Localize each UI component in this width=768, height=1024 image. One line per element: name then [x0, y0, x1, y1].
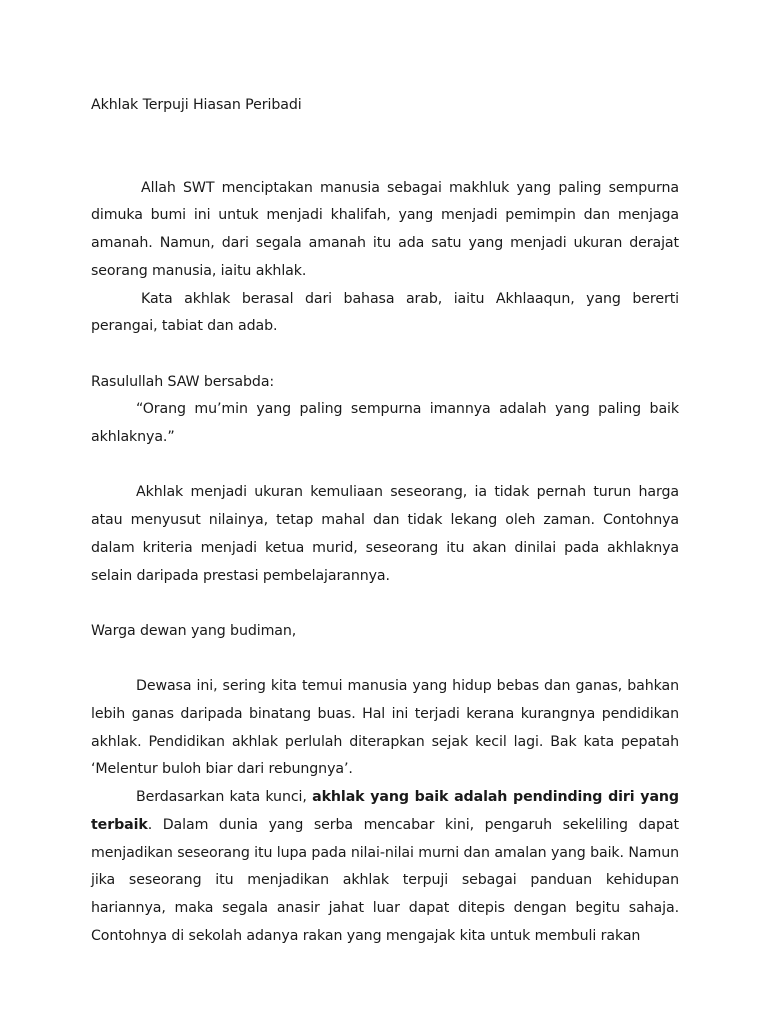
keyword-bold: akhlak yang baik adalah pendinding diri yang terbaik	[91, 789, 679, 833]
keyword-lead: Berdasarkan kata kunci,	[136, 789, 313, 806]
keyword-rest: . Dalam dunia yang serba mencabar kini, pengaruh sekeliling dapat menjadikan seseorang itu lupa pada nilai-nilai murni dan amalan yang baik. Namun jika seseorang itu menjadikan akhlak terpuji sebagai panduan kehidupan hariannya, maka segala anasir jahat luar dapat ditepis dengan begitu sahaja. Contohnya di sekolah adanya rakan yang mengajak kita untuk membuli rakan	[91, 816, 679, 944]
paragraph-hadith-intro: Rasulullah SAW bersabda:	[91, 373, 275, 390]
paragraph-greeting: Warga dewan yang budiman,	[91, 622, 297, 639]
paragraph-hadith-quote: “Orang mu’min yang paling sempurna imannya adalah yang paling baik akhlaknya.”	[91, 401, 679, 446]
paragraph-intro: Allah SWT menciptakan manusia sebagai makhluk yang paling sempurna dimuka bumi ini untuk menjadi khalifah, yang menjadi pemimpin dan menjaga amanah. Namun, dari segala amanah itu ada satu yang menjadi ukuran derajat seorang manusia, iaitu akhlak.	[91, 179, 679, 279]
document-body	[91, 92, 679, 950]
document-title: Akhlak Terpuji Hiasan Peribadi	[91, 97, 302, 113]
paragraph-today: Dewasa ini, sering kita temui manusia yang hidup bebas dan ganas, bahkan lebih ganas daripada binatang buas. Hal ini terjadi kerana kurangnya pendidikan akhlak. Pendidikan akhlak perlulah diterapkan sejak kecil lagi. Bak kata pepatah ‘Melentur buloh biar dari rebungnya’.	[91, 678, 679, 778]
paragraph-definition: Kata akhlak berasal dari bahasa arab, iaitu Akhlaaqun, yang bererti perangai, tabiat dan adab.	[91, 290, 679, 335]
paragraph-measure: Akhlak menjadi ukuran kemuliaan seseorang, ia tidak pernah turun harga atau menyusut nilainya, tetap mahal dan tidak lekang oleh zaman. Contohnya dalam kriteria menjadi ketua murid, seseorang itu akan dinilai pada akhlaknya selain daripada prestasi pembelajarannya.	[91, 484, 679, 584]
paragraph-keyword	[91, 784, 679, 950]
